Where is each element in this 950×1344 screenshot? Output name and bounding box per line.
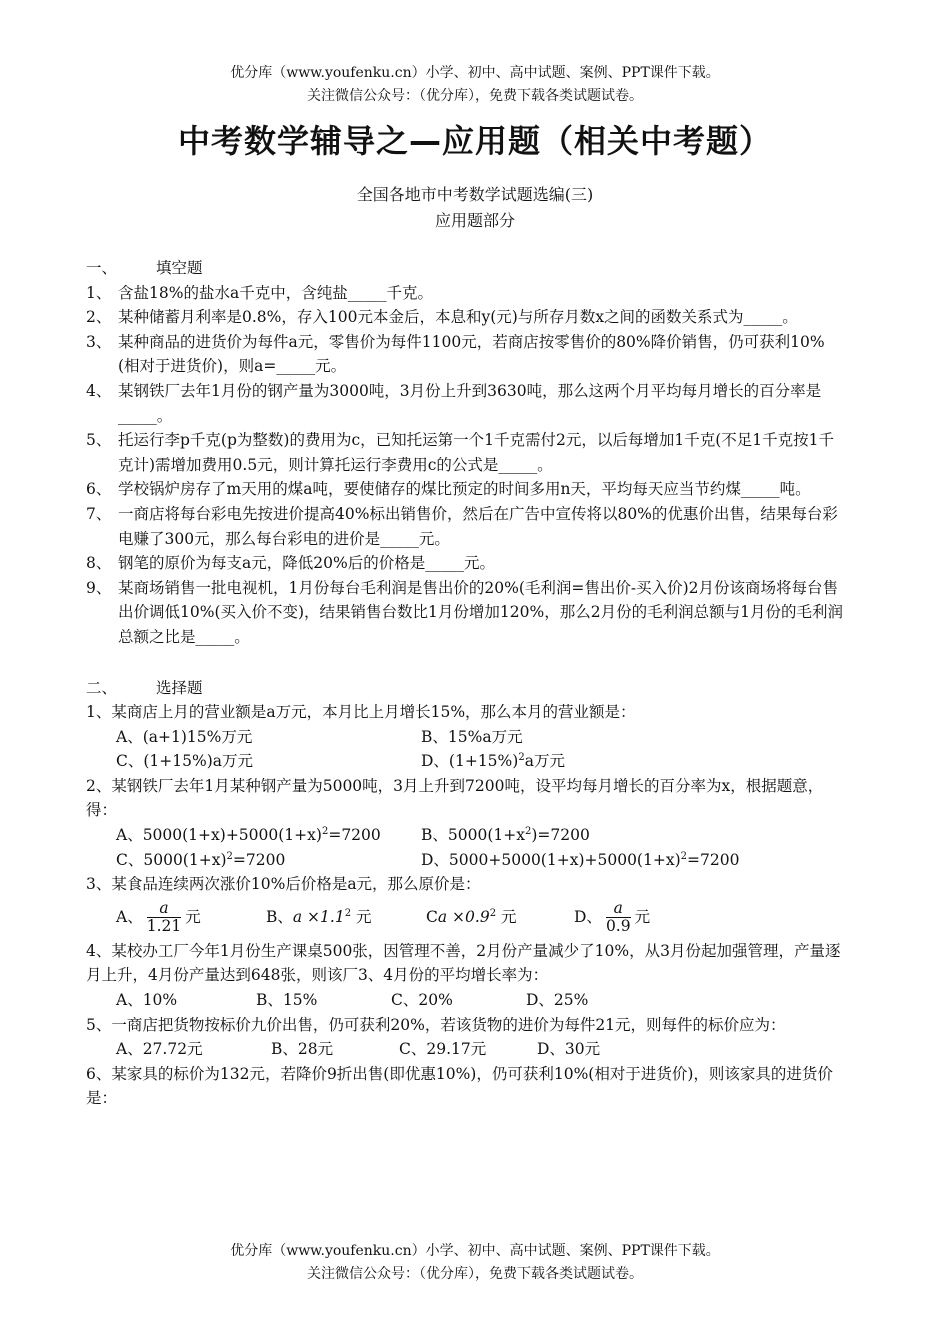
choice-question-5-options bbox=[86, 1037, 846, 1062]
exponent: 2 bbox=[226, 850, 233, 862]
question-text: 某种储蓄月利率是0.8%，存入100元本金后，本息和y(元)与所存月数x之间的函数关系式为_____。 bbox=[118, 308, 798, 327]
option-d-label: D、 bbox=[574, 907, 602, 926]
question-number: 2、 bbox=[86, 308, 112, 327]
fill-question-2 bbox=[86, 305, 846, 330]
section-number: 二、 bbox=[86, 678, 118, 697]
option-d bbox=[574, 897, 650, 937]
fill-question-9 bbox=[86, 576, 846, 650]
page-footer bbox=[0, 1240, 950, 1286]
option-d-unit: 元 bbox=[634, 907, 651, 926]
choice-question-1-stem: 1、某商店上月的营业额是a万元，本月比上月增长15%，那么本月的营业额是： bbox=[86, 703, 636, 722]
exponent: 2 bbox=[321, 825, 329, 837]
question-text: 一商店将每台彩电先按进价提高40%标出销售价，然后在广告中宣传将以80%的优惠价出售，结果每台彩电赚了300元，那么每台彩电的进价是_____元。 bbox=[118, 504, 838, 548]
fill-question-4 bbox=[86, 379, 846, 428]
document-body bbox=[86, 256, 846, 1111]
fraction-denominator: 0.9 bbox=[605, 917, 631, 936]
option-b-expression: a ×1.1 bbox=[292, 907, 345, 926]
subtitle-line-2: 应用题部分 bbox=[434, 211, 515, 230]
option-d: D、25% bbox=[526, 991, 589, 1010]
header-line-2: 关注微信公众号：（优分库），免费下载各类试题试卷。 bbox=[307, 88, 643, 104]
exponent: 2 bbox=[680, 850, 687, 862]
section-number: 一、 bbox=[86, 259, 118, 277]
question-text: 学校锅炉房存了m天用的煤a吨，要使储存的煤比预定的时间多用n天，平均每天应当节约煤_____吨。 bbox=[118, 480, 811, 499]
choice-question-1-options-row2 bbox=[86, 749, 846, 774]
question-text: 托运行李p千克(p为整数)的费用为c，已知托运第一个1千克需付2元，以后每增加1千克(不足1千克按1千克计)需增加费用0.5元，则计算托运行李费用c的公式是_____。 bbox=[118, 431, 834, 474]
option-a: A、10% bbox=[116, 991, 178, 1010]
fill-question-5 bbox=[86, 428, 846, 477]
page-header bbox=[0, 62, 950, 108]
option-c bbox=[116, 848, 421, 873]
option-c-label: C bbox=[426, 907, 438, 926]
header-line-1: 优分库（www.youfenku.cn）小学、初中、高中试题、案例、PPT课件下载。 bbox=[230, 65, 720, 81]
option-b: B、15% bbox=[256, 991, 318, 1010]
option-d-text-end: =7200 bbox=[687, 850, 740, 869]
fraction bbox=[606, 900, 631, 935]
fill-question-6 bbox=[86, 477, 846, 502]
option-a bbox=[116, 897, 266, 937]
subtitle bbox=[0, 182, 950, 234]
fill-question-8 bbox=[86, 551, 846, 576]
section-label: 选择题 bbox=[156, 678, 203, 697]
question-number: 6、 bbox=[86, 480, 112, 499]
option-a: A、(a+1)15%万元 bbox=[116, 727, 253, 746]
exponent: 2 bbox=[518, 752, 525, 764]
option-d bbox=[421, 749, 565, 774]
question-number: 8、 bbox=[86, 554, 112, 573]
option-b bbox=[266, 897, 426, 937]
option-b: B、28元 bbox=[271, 1040, 334, 1059]
option-d-text-end: a万元 bbox=[524, 752, 565, 771]
choice-question-5-stem: 5、一商店把货物按标价九价出售，仍可获利20%，若该货物的进价为每件21元，则每件的标价应为： bbox=[86, 1015, 786, 1034]
question-number: 3、 bbox=[86, 332, 112, 351]
question-number: 1、 bbox=[86, 283, 112, 302]
choice-question-2-stem: 2、某钢铁厂去年1月某种钢产量为5000吨，3月上升到7200吨，设平均每月增长的百分率为x，根据题意，得： bbox=[86, 776, 824, 820]
option-c-text-end: =7200 bbox=[232, 850, 286, 869]
option-c-expression: a ×0.9 bbox=[437, 907, 490, 926]
question-number: 9、 bbox=[86, 578, 112, 597]
option-a-label: A、 bbox=[116, 907, 143, 926]
option-a bbox=[116, 823, 421, 848]
question-number: 4、 bbox=[86, 381, 112, 400]
choice-question-6-stem: 6、某家具的标价为132元，若降价9折出售(即优惠10%)，仍可获利10%(相对于进货价)，则该家具的进货价是： bbox=[86, 1064, 833, 1108]
question-text: 某商场销售一批电视机，1月份每台毛利润是售出价的20%(毛利润=售出价-买入价)2月份该商场将每台售出价调低10%(买入价不变)，结果销售台数比1月份增加120%，那么2月份的毛利润总额与1月份的毛利润总额之比是_____。 bbox=[118, 578, 843, 646]
option-a-text: A、5000(1+x)+5000(1+x) bbox=[116, 826, 322, 845]
question-text: 某钢铁厂去年1月份的钢产量为3000吨，3月份上升到3630吨，那么这两个月平均每月增长的百分率是_____。 bbox=[118, 381, 822, 425]
option-d-text: D、(1+15%) bbox=[421, 752, 519, 771]
exponent: 2 bbox=[524, 825, 532, 837]
option-a-text-end: =7200 bbox=[328, 826, 381, 845]
option-d: D、30元 bbox=[537, 1040, 601, 1059]
option-c: C、20% bbox=[391, 991, 453, 1010]
choice-question-1-options-row1 bbox=[86, 725, 846, 750]
fill-question-1 bbox=[86, 281, 846, 306]
question-number: 7、 bbox=[86, 504, 112, 523]
section-label: 填空题 bbox=[156, 259, 203, 277]
option-d-text: D、5000+5000(1+x)+5000(1+x) bbox=[421, 850, 681, 869]
option-a: A、27.72元 bbox=[116, 1040, 203, 1059]
fraction bbox=[147, 900, 182, 935]
option-a-unit: 元 bbox=[185, 907, 201, 926]
section-heading-choice bbox=[86, 676, 846, 701]
option-d bbox=[421, 848, 739, 873]
question-text: 某种商品的进货价为每件a元，零售价为每件1100元，若商店按零售价的80%降价销售，仍可获利10%(相对于进货价)，则a=_____元。 bbox=[118, 332, 825, 376]
choice-question-2-options-row1 bbox=[86, 823, 846, 848]
spacer bbox=[86, 650, 846, 676]
fraction-denominator: 1.21 bbox=[146, 917, 182, 936]
option-c bbox=[426, 897, 574, 937]
fraction-numerator: a bbox=[606, 900, 631, 918]
subtitle-line-1: 全国各地市中考数学试题选编(三) bbox=[356, 185, 594, 204]
option-b: B、15%a万元 bbox=[421, 727, 523, 746]
option-b-text-end: )=7200 bbox=[531, 826, 590, 845]
fraction-numerator: a bbox=[147, 900, 182, 918]
document-title: 中考数学辅导之—应用题（相关中考题） bbox=[177, 122, 772, 160]
section-heading-fill-in bbox=[86, 256, 846, 281]
fill-question-3 bbox=[86, 330, 846, 379]
exponent: 2 bbox=[489, 907, 497, 919]
option-b bbox=[421, 823, 590, 848]
footer-line-1: 优分库（www.youfenku.cn）小学、初中、高中试题、案例、PPT课件下载。 bbox=[230, 1243, 720, 1259]
choice-question-3-stem: 3、某食品连续两次涨价10%后价格是a元，那么原价是： bbox=[86, 875, 481, 894]
choice-question-4-options bbox=[86, 988, 846, 1013]
option-b-label: B、 bbox=[266, 907, 293, 926]
option-c: C、(1+15%)a万元 bbox=[116, 752, 253, 771]
option-b-text: B、5000(1+x bbox=[421, 826, 525, 845]
question-text: 含盐18%的盐水a千克中，含纯盐_____千克。 bbox=[118, 283, 433, 302]
question-text: 钢笔的原价为每支a元，降低20%后的价格是_____元。 bbox=[118, 554, 495, 573]
choice-question-4-stem: 4、某校办工厂今年1月份生产课桌500张，因管理不善，2月份产量减少了10%，从3月份起加强管理，产量逐月上升，4月份产量达到648张，则该厂3、4月份的平均增长率为： bbox=[86, 941, 841, 985]
option-c: C、29.17元 bbox=[399, 1040, 487, 1059]
exponent: 2 bbox=[344, 907, 352, 919]
footer-line-2: 关注微信公众号：（优分库），免费下载各类试题试卷。 bbox=[307, 1266, 643, 1282]
choice-question-2-options-row2 bbox=[86, 848, 846, 873]
fill-question-7 bbox=[86, 502, 846, 551]
option-b-unit: 元 bbox=[356, 907, 372, 926]
choice-question-3-options bbox=[86, 897, 846, 939]
question-number: 5、 bbox=[86, 431, 112, 450]
option-c-unit: 元 bbox=[501, 907, 517, 926]
option-c-text: C、5000(1+x) bbox=[116, 850, 227, 869]
